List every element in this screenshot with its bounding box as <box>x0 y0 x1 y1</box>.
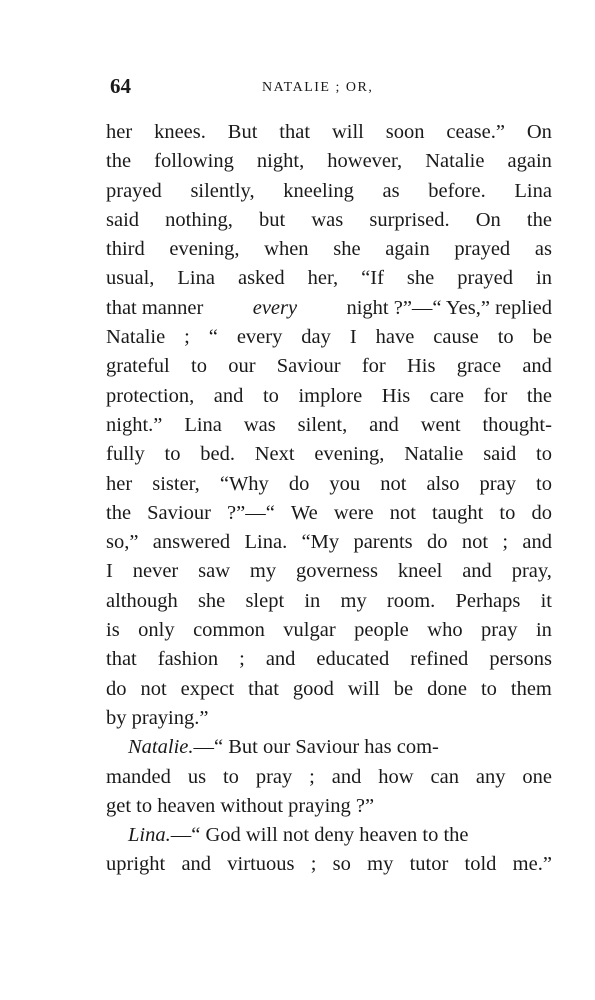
text-line <box>106 147 552 176</box>
text-fragment: that manner <box>106 296 204 319</box>
word: following <box>154 150 234 173</box>
text-fragment: —“ But our Saviour has com- <box>193 736 439 759</box>
text-line <box>106 821 552 850</box>
word: Saviour <box>276 355 341 378</box>
word: silently, <box>190 179 255 202</box>
word: was <box>243 413 276 436</box>
word: His <box>406 355 436 378</box>
word: before. <box>428 179 486 202</box>
word: tutor <box>409 853 449 876</box>
word: she <box>197 589 226 612</box>
word: that <box>106 648 137 671</box>
word: not <box>380 472 407 495</box>
word: the <box>526 384 552 407</box>
word: cease.” <box>446 121 505 143</box>
text-line <box>106 763 552 792</box>
word: my <box>249 560 277 583</box>
word: was <box>311 208 344 231</box>
text-line <box>106 177 552 206</box>
word: ; <box>502 531 509 554</box>
word: to <box>262 384 279 407</box>
word: Perhaps <box>455 589 521 612</box>
word: expect <box>180 677 235 700</box>
word: room. <box>386 589 436 612</box>
word: slept <box>245 589 285 612</box>
word: so,” <box>106 531 139 554</box>
word: silent, <box>297 413 348 436</box>
word: to <box>536 443 552 466</box>
word: pray <box>255 765 293 788</box>
word: be <box>532 326 552 349</box>
word: never <box>132 560 179 583</box>
word: my <box>340 589 367 612</box>
text-line <box>106 645 552 674</box>
word: governess <box>296 560 378 583</box>
word: Natalie <box>404 443 464 466</box>
word: any <box>475 765 506 788</box>
text-line <box>106 499 552 528</box>
word: Lina <box>514 179 552 202</box>
word: virtuous <box>227 853 295 876</box>
word: third <box>106 238 145 261</box>
word: bed. <box>200 443 235 466</box>
word: when <box>264 238 309 261</box>
word: good <box>292 677 334 700</box>
word: and <box>522 531 552 554</box>
word: persons <box>489 648 552 671</box>
word: grateful <box>106 355 170 378</box>
word: ; <box>310 853 317 876</box>
word: answered <box>152 531 231 554</box>
running-head: NATALIE ; OR, <box>262 80 374 95</box>
word: were <box>333 501 374 524</box>
word: and <box>213 384 244 407</box>
word: surprised. <box>369 208 450 231</box>
word: and <box>265 648 296 671</box>
text-line <box>106 264 552 293</box>
word: taught <box>432 501 484 524</box>
word: one <box>522 765 552 788</box>
word: fashion <box>157 648 219 671</box>
word: grace <box>456 355 502 378</box>
word: how <box>378 765 414 788</box>
word: our <box>228 355 256 378</box>
word: that <box>279 121 311 143</box>
word: prayed <box>454 238 511 261</box>
word: Saviour <box>147 501 211 524</box>
text-line <box>106 470 552 499</box>
word: and <box>369 413 399 436</box>
word: implore <box>298 384 363 407</box>
word: ?”—“ <box>227 501 275 524</box>
word: do <box>288 472 310 495</box>
word: ; <box>309 765 315 788</box>
word: upright <box>106 853 166 876</box>
word: On <box>526 121 552 143</box>
word: usual, <box>106 267 155 290</box>
word: refined <box>410 648 469 671</box>
word: We <box>290 501 318 524</box>
word: said <box>106 208 140 231</box>
word: can <box>430 765 459 788</box>
word: “If <box>361 267 384 290</box>
word: you <box>329 472 361 495</box>
word: thought- <box>482 413 552 436</box>
text-line: by praying.” <box>106 706 209 729</box>
word: my <box>367 853 394 876</box>
word: pray, <box>511 560 552 583</box>
word: vulgar <box>283 619 336 642</box>
word: the <box>106 501 132 524</box>
word: who <box>427 619 463 642</box>
word: sister, <box>152 472 200 495</box>
text-line <box>106 294 552 323</box>
word: pray <box>481 619 518 642</box>
word: although <box>106 589 178 612</box>
word: will <box>347 677 380 700</box>
page-number: 64 <box>110 74 131 98</box>
speaker-name: Lina. <box>128 824 171 847</box>
word: Lina <box>184 413 222 436</box>
word: and <box>331 765 362 788</box>
text-line <box>106 528 552 557</box>
text-line <box>106 557 552 586</box>
body-text <box>106 118 552 880</box>
word: only <box>138 619 175 642</box>
word: not <box>140 677 167 700</box>
word: pray <box>479 472 516 495</box>
word: I <box>106 560 113 583</box>
word: But <box>227 121 258 143</box>
word: “ <box>208 326 218 349</box>
word: she <box>406 267 435 290</box>
word: care <box>429 384 464 407</box>
word: kneeling <box>283 179 354 202</box>
word: Lina. <box>244 531 288 554</box>
word: manded <box>106 765 171 788</box>
word: it <box>540 589 552 612</box>
word: will <box>331 121 364 143</box>
word: evening, <box>314 443 385 466</box>
word: ; <box>184 326 190 349</box>
word: again <box>507 150 552 173</box>
word: to <box>536 472 552 495</box>
dialogue-line <box>128 821 552 850</box>
word: fully <box>106 443 145 466</box>
word: so <box>332 853 351 876</box>
word: not <box>389 501 416 524</box>
word: the <box>526 208 552 231</box>
word: do <box>531 501 552 524</box>
text-line <box>106 850 552 879</box>
text-line <box>106 675 552 704</box>
word: nothing, <box>165 208 233 231</box>
word: common <box>193 619 265 642</box>
text-line <box>106 733 552 762</box>
text-fragment: night ?”—“ Yes,” replied <box>346 296 552 319</box>
text-line <box>106 118 552 147</box>
word: night, <box>256 150 305 173</box>
word: to <box>497 326 514 349</box>
word: the <box>106 150 132 173</box>
text-line <box>106 616 552 645</box>
word: kneel <box>397 560 443 583</box>
word: and <box>181 853 212 876</box>
word: people <box>354 619 409 642</box>
word: to <box>222 765 239 788</box>
word: be <box>393 677 414 700</box>
word: ; <box>239 648 245 671</box>
word: to <box>191 355 207 378</box>
word: asked <box>237 267 285 290</box>
word: to <box>499 501 516 524</box>
word: to <box>480 677 497 700</box>
word: and <box>522 355 552 378</box>
word: soon <box>385 121 425 143</box>
speaker-name: Natalie. <box>128 736 194 759</box>
dialogue-line <box>128 733 552 762</box>
word: knees. <box>154 121 206 143</box>
word: On <box>475 208 501 231</box>
word: educated <box>316 648 390 671</box>
word: Natalie <box>425 150 485 173</box>
word: “My <box>301 531 340 554</box>
word: for <box>361 355 386 378</box>
word: said <box>483 443 517 466</box>
word: evening, <box>169 238 240 261</box>
word: in <box>536 267 552 290</box>
word: prayed <box>106 179 162 202</box>
text-line: get to heaven without praying ?” <box>106 794 375 817</box>
word: do <box>106 677 127 700</box>
text-line <box>106 352 552 381</box>
word: have <box>375 326 415 349</box>
text-line <box>106 411 552 440</box>
word: them <box>510 677 552 700</box>
word: told <box>464 853 497 876</box>
word: that <box>248 677 279 700</box>
word: do <box>426 531 448 554</box>
word: however, <box>327 150 403 173</box>
word: us <box>187 765 207 788</box>
word: I <box>349 326 357 349</box>
word: “Why <box>219 472 269 495</box>
word: she <box>333 238 361 261</box>
page-header <box>110 74 555 102</box>
word: but <box>259 208 286 231</box>
word: as <box>382 179 400 202</box>
text-line <box>106 382 552 411</box>
word: cause <box>433 326 479 349</box>
word: me.” <box>512 853 552 876</box>
word: in <box>304 589 321 612</box>
word: as <box>534 238 552 261</box>
word: His <box>381 384 411 407</box>
word: again <box>385 238 430 261</box>
text-line <box>106 440 552 469</box>
word: her <box>106 121 133 143</box>
word: prayed <box>457 267 514 290</box>
word: went <box>420 413 461 436</box>
word: Lina <box>177 267 215 290</box>
word: Natalie <box>106 326 166 349</box>
word: done <box>427 677 467 700</box>
word: her, <box>307 267 339 290</box>
word: day <box>301 326 331 349</box>
word: in <box>535 619 552 642</box>
word: saw <box>198 560 231 583</box>
word: Next <box>254 443 295 466</box>
text-line <box>106 587 552 616</box>
italic-word: every <box>252 296 298 319</box>
word: and <box>462 560 492 583</box>
text-line <box>106 235 552 264</box>
word: to <box>164 443 181 466</box>
word: for <box>483 384 508 407</box>
text-line <box>106 206 552 235</box>
word: night.” <box>106 413 163 436</box>
text-line <box>106 323 552 352</box>
word: is <box>106 619 120 642</box>
word: also <box>426 472 460 495</box>
word: protection, <box>106 384 195 407</box>
text-fragment: —“ God will not deny heaven to the <box>170 824 469 847</box>
word: her <box>106 472 133 495</box>
word: parents <box>353 531 413 554</box>
word: every <box>236 326 283 349</box>
word: not <box>461 531 489 554</box>
